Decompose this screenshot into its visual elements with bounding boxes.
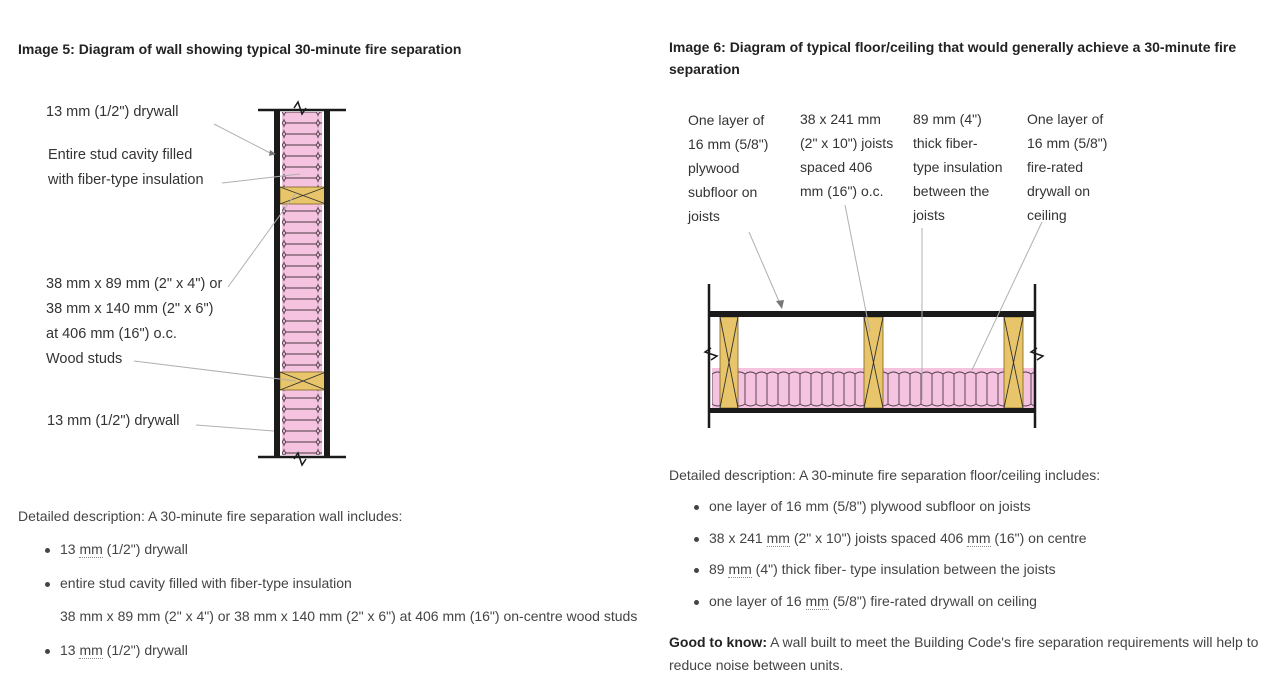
list-item: 13 mm (1/2") drywall (60, 642, 188, 658)
floor-break-right (1031, 348, 1043, 360)
label-studs-line3: at 406 mm (16") o.c. (46, 326, 177, 342)
wall-description: Detailed description: A 30-minute fire separation wall includes: (18, 508, 403, 524)
label-cavity-line2: with fiber-type insulation (48, 172, 204, 188)
list-item: 89 mm (4") thick fiber- type insulation between the joists (709, 561, 1056, 577)
label-drywall-top: 13 mm (1/2") drywall (46, 104, 179, 120)
label-ceiling-line1: One layer of (1027, 111, 1104, 127)
label-plywood-line1: One layer of (688, 112, 765, 128)
label-cavity-line1: Entire stud cavity filled (48, 147, 193, 163)
list-item: 13 mm (1/2") drywall (60, 541, 188, 557)
label-joists-line3: spaced 406 (800, 159, 873, 175)
floor-diagram-heading-line2: separation (669, 61, 740, 77)
label-studs-line2: 38 mm x 140 mm (2" x 6") (46, 301, 214, 317)
floor-arrowhead (776, 300, 784, 309)
label-insulation-line4: between the (913, 183, 990, 199)
label-ceiling-line2: 16 mm (5/8") (1027, 135, 1108, 151)
label-ceiling-line5: ceiling (1027, 207, 1067, 223)
good-to-know-text: A wall built to meet the Building Code's fire separation requirements will help to (766, 634, 1259, 650)
floor-joist-left (720, 317, 738, 408)
floor-break-left (705, 348, 717, 360)
floor-description: Detailed description: A 30-minute fire separation floor/ceiling includes: (669, 467, 1101, 483)
good-to-know-text-line2: reduce noise between units. (669, 657, 844, 673)
label-plywood-line3: plywood (688, 160, 740, 176)
floor-diagram-heading-line1: Image 6: Diagram of typical floor/ceiling that would generally achieve a 30-minute fire (669, 39, 1237, 55)
list-item: one layer of 16 mm (5/8") plywood subfloor on joists (709, 498, 1031, 514)
label-plywood-line4: subfloor on (688, 184, 758, 200)
label-plywood-line5: joists (688, 208, 720, 224)
label-studs-line1: 38 mm x 89 mm (2" x 4") or (46, 276, 223, 292)
label-insulation-line3: type insulation (913, 159, 1003, 175)
good-to-know-label: Good to know: (669, 634, 767, 650)
list-item: entire stud cavity filled with fiber-type insulation (60, 575, 352, 591)
label-joists-line1: 38 x 241 mm (800, 111, 881, 127)
good-to-know-note (669, 634, 1258, 650)
label-drywall-bottom: 13 mm (1/2") drywall (47, 413, 180, 429)
wall-diagram-heading: Image 5: Diagram of wall showing typical 30-minute fire separation (18, 41, 462, 57)
label-ceiling-line3: fire-rated (1027, 159, 1084, 175)
floor-joist-middle (864, 317, 883, 408)
label-ceiling-line4: drywall on (1027, 183, 1091, 199)
label-plywood-line2: 16 mm (5/8") (688, 136, 769, 152)
floor-ceiling-drywall (708, 408, 1036, 413)
floor-subfloor (708, 311, 1036, 317)
list-item: 38 mm x 89 mm (2" x 4") or 38 mm x 140 mm (2" x 6") at 406 mm (16") on-centre wood studs (60, 608, 662, 624)
label-insulation-line2: thick fiber- (913, 135, 978, 151)
list-item: 38 x 241 mm (2" x 10") joists spaced 406 mm (16") on centre (709, 530, 1087, 546)
label-joists-line2: (2" x 10") joists (800, 135, 894, 151)
label-insulation-line5: joists (913, 207, 945, 223)
label-insulation-line1: 89 mm (4") (913, 111, 982, 127)
label-studs-line4: Wood studs (46, 351, 123, 367)
label-joists-line4: mm (16") o.c. (800, 183, 884, 199)
list-item: one layer of 16 mm (5/8") fire-rated drywall on ceiling (709, 593, 1037, 609)
floor-joist-right (1004, 317, 1023, 408)
